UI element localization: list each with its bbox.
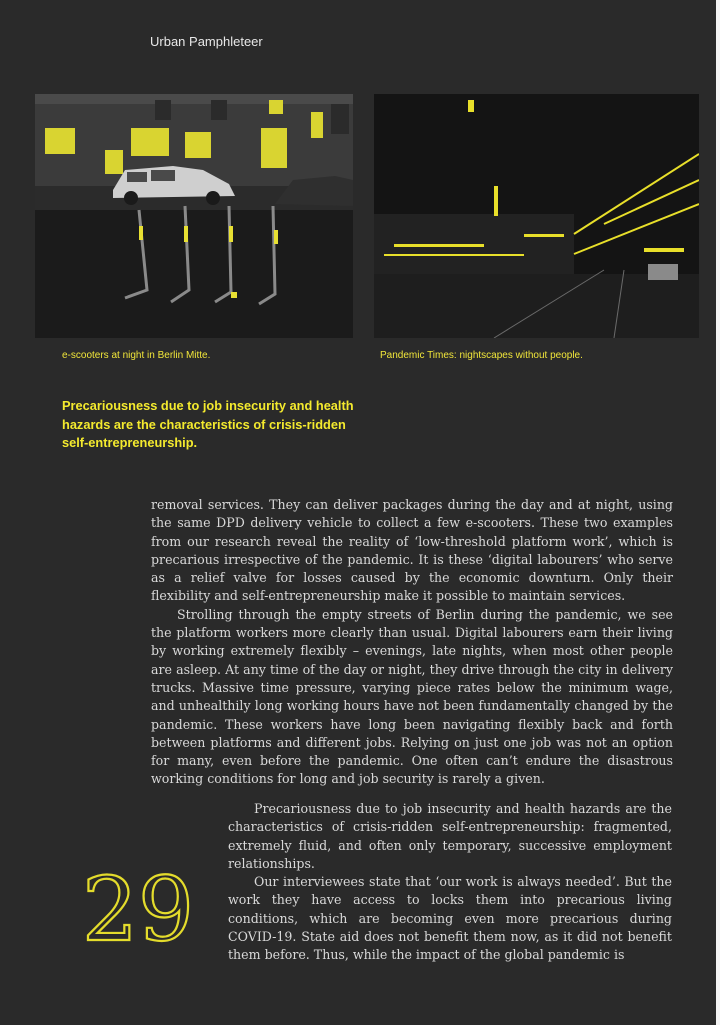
page-number-text: 29	[82, 858, 194, 956]
photo-nightscape	[374, 94, 699, 338]
body-text	[151, 496, 673, 789]
photo-e-scooters	[35, 94, 353, 338]
figure-caption-1: e-scooters at night in Berlin Mitte.	[62, 350, 211, 361]
page-number	[78, 856, 198, 956]
figure-caption-2: Pandemic Times: nightscapes without people.	[380, 350, 583, 361]
paragraph: Strolling through the empty streets of Berlin during the pandemic, we see the platform workers more clearly than usual. Digital labourers earn their living by working extremely flexibly – evenings, late nights, when most other people are asleep. At any time of the day or night, they drive through the city in delivery trucks. Massive time pressure, varying piece rates below the minimum wage, and unhealthily long working hours have not been fundamentally changed by the pandemic. These workers have long been navigating flexibly back and forth between platforms and different jobs. Relying on just one job was not an option for many, even before the pandemic. One often can’t endure the disastrous working conditions for long and job security is rarely a given.	[151, 606, 673, 787]
paragraph: removal services. They can deliver packages during the day and at night, using the same DPD delivery vehicle to collect a few e-scooters. These two examples from our research reveal the reality of ‘low-threshold platform work’, which is precarious irrespective of the pandemic. It is these ‘digital labourers’ who serve as a relief valve for losses caused by the economic downturn. Only their flexibility and self-entrepreneurship make it possible to maintain services.	[151, 497, 673, 604]
page-edge	[716, 0, 720, 1025]
paragraph: Our interviewees state that ‘our work is always needed’. But the work they have access to locks them into precarious living conditions, which are becoming even more precarious during COVID-19. State aid does not benefit them now, as it did not benefit them before. Thus, while the impact of the global pandemic is	[228, 874, 672, 963]
paragraph: Precariousness due to job insecurity and health hazards are the characteristics of crisis-ridden self-entrepreneurship: fragmented, extremely fluid, and often only temporary, successive employment relationships.	[228, 801, 672, 871]
body-text-narrow	[228, 800, 672, 965]
running-head: Urban Pamphleteer	[150, 34, 263, 49]
pullquote: Precariousness due to job insecurity and health hazards are the characteristics of crisis-ridden self-entrepreneurship.	[62, 398, 354, 450]
